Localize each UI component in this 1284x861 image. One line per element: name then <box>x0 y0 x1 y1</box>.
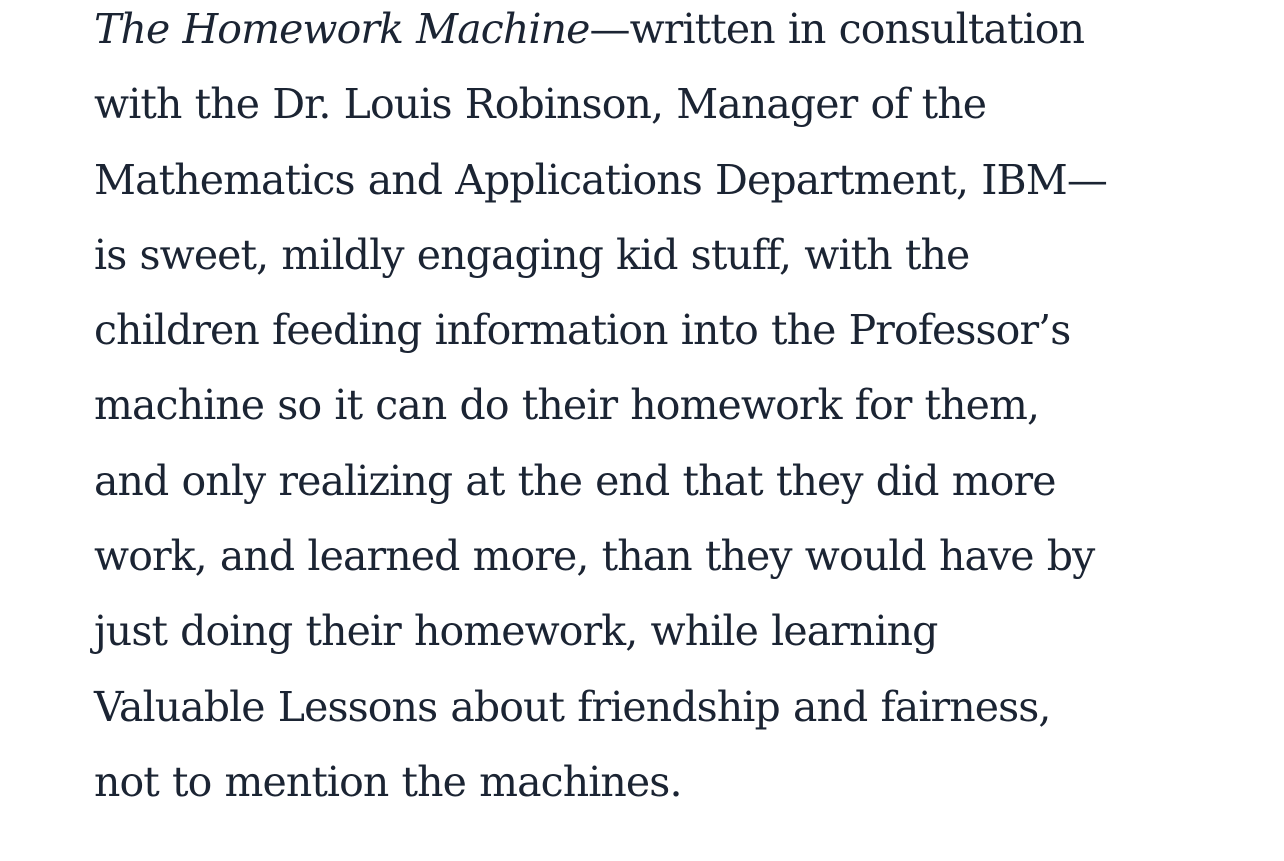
article-paragraph <box>94 0 1204 820</box>
line-text: —written in consultation <box>589 5 1085 53</box>
paragraph-line: is sweet, mildly engaging kid stuff, with the <box>94 230 970 279</box>
paragraph-line: children feeding information into the Professor’s <box>94 306 1071 355</box>
paragraph-line: and only realizing at the end that they did more <box>94 456 1056 505</box>
paragraph-line: not to mention the machines. <box>94 757 682 806</box>
paragraph-line: Mathematics and Applications Department, IBM— <box>94 155 1107 204</box>
book-title: The Homework Machine <box>94 5 590 53</box>
paragraph-line <box>94 0 1204 67</box>
paragraph-line: work, and learned more, than they would have by <box>94 532 1095 581</box>
paragraph-line: Valuable Lessons about friendship and fairness, <box>94 682 1051 731</box>
paragraph-line: with the Dr. Louis Robinson, Manager of the <box>94 80 987 129</box>
paragraph-line: machine so it can do their homework for them, <box>94 381 1040 430</box>
paragraph-line: just doing their homework, while learning <box>94 607 938 656</box>
